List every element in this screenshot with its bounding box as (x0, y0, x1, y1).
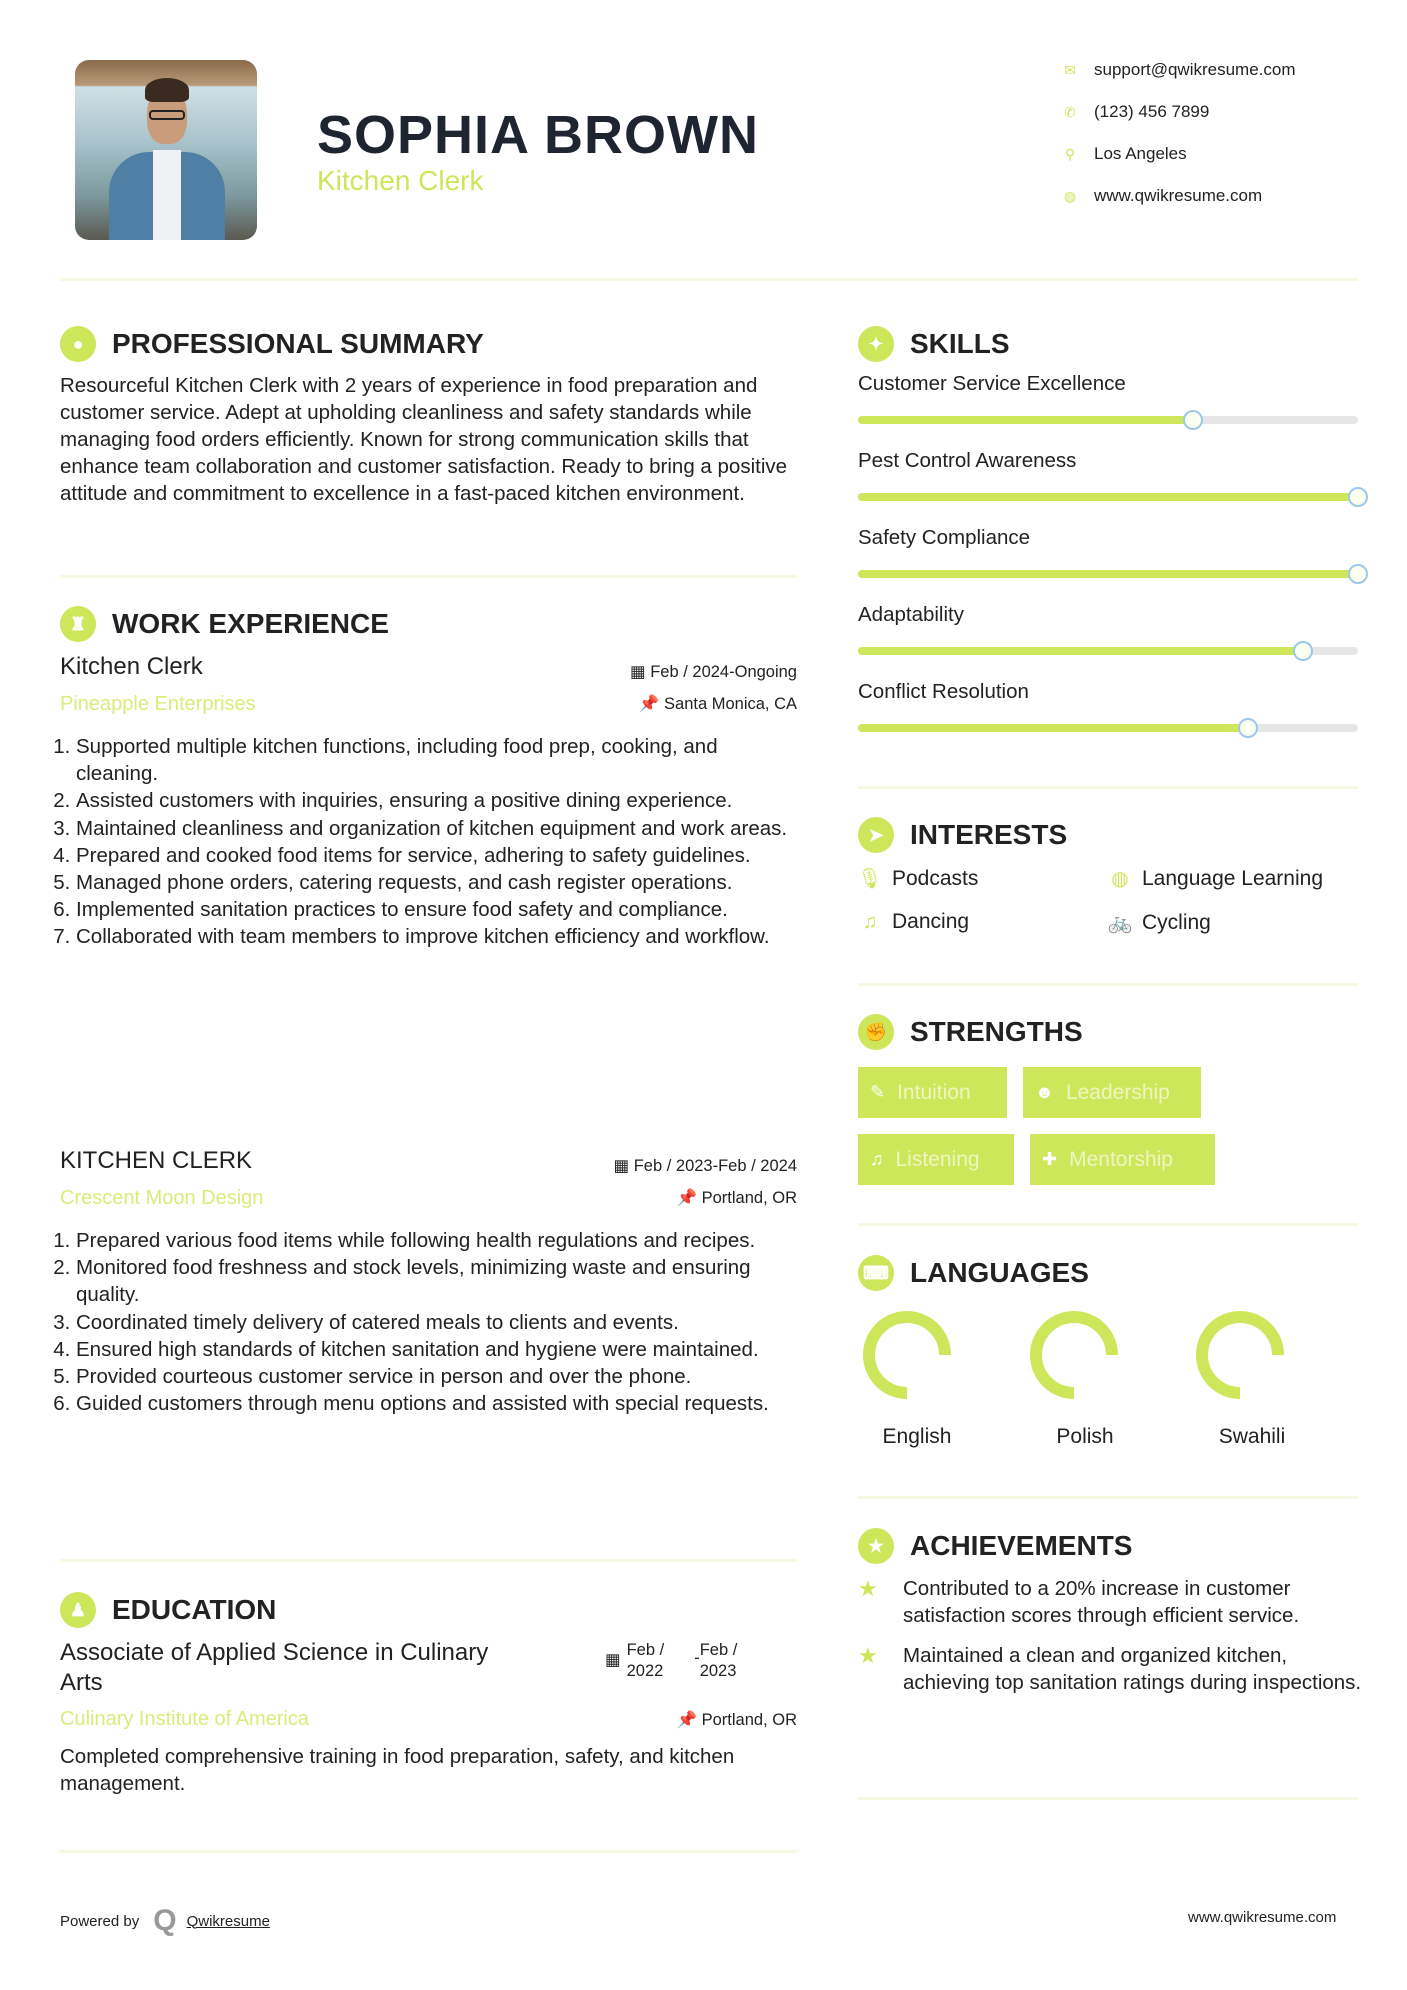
list-item: 1. Prepared various food items while following health regulations and recipes. (76, 1227, 803, 1254)
users-icon: ☻ (1035, 1082, 1054, 1102)
candidate-title: Kitchen Clerk (317, 165, 484, 196)
list-item: 2. Assisted customers with inquiries, ensuring a positive dining experience. (76, 787, 803, 814)
language-label: Swahili (1218, 1425, 1286, 1448)
job-location: 📌 Portland, OR (676, 1189, 797, 1207)
contact-website[interactable] (1060, 186, 1262, 206)
footer-url[interactable]: www.qwikresume.com (1188, 1909, 1337, 1926)
work-heading: ♜ WORK EXPERIENCE (60, 606, 389, 642)
list-item: 2. Monitored food freshness and stock levels, minimizing waste and ensuring quality. (76, 1254, 803, 1308)
contact-phone[interactable] (1060, 102, 1209, 122)
paper-plane-icon: ➤ (858, 817, 894, 853)
language-rings (860, 1300, 1360, 1415)
map-pin-icon: ⚲ (1064, 145, 1076, 162)
skills-heading: ✦ SKILLS (858, 326, 1010, 362)
user-plus-icon: ✚ (1042, 1149, 1058, 1169)
section-divider (858, 1496, 1358, 1499)
profile-photo (75, 60, 257, 240)
bicycle-icon: 🚲 (1107, 912, 1133, 934)
section-divider (858, 1223, 1358, 1226)
job-title: KITCHEN CLERK (60, 1147, 253, 1174)
skill-bar (858, 416, 1358, 424)
skill-bar (858, 647, 1358, 655)
envelope-icon: ✉ (1064, 61, 1076, 78)
interest-item: ♫ Dancing (856, 910, 969, 934)
job-date: ▦ Feb / 2023-Feb / 2024 (613, 1157, 797, 1175)
slider-knob[interactable] (1238, 718, 1258, 738)
list-item: 6. Implemented sanitation practices to ensure food safety and compliance. (76, 896, 803, 923)
list-item: 1. Supported multiple kitchen functions, including food prep, cooking, and cleaning. (76, 733, 803, 787)
list-item: 3. Maintained cleanliness and organization of kitchen equipment and work areas. (76, 815, 803, 842)
footer-powered-by: Powered by Q Qwikresume (60, 1904, 270, 1937)
job-location: 📌 Santa Monica, CA (638, 695, 797, 713)
language-icon: ⌨ (858, 1255, 894, 1291)
calendar-icon: ▦ (605, 1651, 621, 1669)
microphone-icon: 🎙 (857, 868, 883, 890)
education-location: 📌 Portland, OR (676, 1711, 797, 1729)
list-item: 5. Provided courteous customer service in person and over the phone. (76, 1363, 803, 1390)
fist-icon: ✊ (858, 1014, 894, 1050)
globe-icon: ◍ (1063, 187, 1077, 204)
strength-chip: ✚ Mentorship (1030, 1134, 1215, 1185)
section-divider (60, 1850, 797, 1853)
language-label: Polish (1056, 1425, 1114, 1448)
language-ring-swahili (1202, 1317, 1278, 1393)
skill-bar (858, 724, 1358, 732)
pushpin-icon: 📌 (676, 1189, 702, 1207)
achievement-item: ★ Contributed to a 20% increase in customer satisfaction scores through efficient service. (858, 1576, 1300, 1627)
interest-item: ◍ Language Learning (1106, 866, 1323, 891)
degree-title: Associate of Applied Science in Culinary Arts (60, 1639, 489, 1696)
pushpin-icon: 📌 (638, 695, 665, 713)
skill-item: Customer Service Excellence (858, 372, 1358, 449)
contact-website-text: www.qwikresume.com (1094, 186, 1263, 205)
magic-wand-icon: ✎ (870, 1082, 886, 1102)
calendar-icon: ▦ (613, 1157, 634, 1175)
slider-knob[interactable] (1293, 641, 1313, 661)
interest-item: 🎙 Podcasts (857, 866, 979, 890)
star-icon: ★ (858, 1528, 894, 1564)
skills-list (858, 372, 1358, 757)
job-title: Kitchen Clerk (60, 653, 203, 680)
language-ring-english (869, 1317, 945, 1393)
globe-icon: ◍ (1111, 868, 1129, 890)
education-date: ▦ Feb / 2022 - Feb / 2023 (605, 1641, 738, 1680)
qwikresume-link[interactable]: Qwikresume (186, 1912, 270, 1930)
contact-location-text: Los Angeles (1094, 144, 1187, 163)
user-icon: ● (60, 326, 96, 362)
summary-text: Resourceful Kitchen Clerk with 2 years of experience in food preparation and customer service. Adept at upholding cleanliness and safety standards while managing food orders efficiently. Known for strong communication skills that enhance team collaboration and customer satisfaction. Ready to bring a positive attitude and commitment to excellence in a fast-paced kitchen environment. (60, 374, 788, 505)
skill-item: Adaptability (858, 603, 1358, 680)
section-divider (858, 983, 1358, 986)
summary-heading: ● PROFESSIONAL SUMMARY (60, 326, 484, 362)
slider-knob[interactable] (1348, 564, 1368, 584)
graduate-icon: ♟ (60, 1592, 96, 1628)
list-item: 7. Collaborated with team members to improve kitchen efficiency and workflow. (76, 923, 803, 950)
skill-bar (858, 493, 1358, 501)
shooting-star-icon: ★ (858, 1576, 878, 1601)
section-divider (60, 1559, 797, 1562)
list-item: 3. Coordinated timely delivery of catered meals to clients and events. (76, 1309, 803, 1336)
shooting-star-icon: ★ (858, 1643, 878, 1668)
language-ring-polish (1036, 1317, 1112, 1393)
achievements-heading: ★ ACHIEVEMENTS (858, 1528, 1132, 1564)
section-divider (858, 1797, 1358, 1800)
job-duties (58, 1227, 803, 1417)
headphones-icon: ♫ (870, 1149, 884, 1169)
skill-bar (858, 570, 1358, 578)
music-note-icon: ♫ (862, 910, 878, 933)
qwikresume-logo-icon: Q (153, 1904, 177, 1937)
language-label: English (882, 1425, 952, 1448)
header-divider (60, 278, 1358, 281)
job-company: Crescent Moon Design (60, 1187, 264, 1209)
calendar-icon: ▦ (630, 663, 651, 681)
strengths-heading: ✊ STRENGTHS (858, 1014, 1083, 1050)
education-description: Completed comprehensive training in food preparation, safety, and kitchen management. (60, 1745, 735, 1795)
job-date: ▦ Feb / 2024-Ongoing (630, 663, 797, 681)
languages-heading: ⌨ LANGUAGES (858, 1255, 1089, 1291)
contact-phone-text: (123) 456 7899 (1094, 102, 1210, 121)
contact-email[interactable] (1060, 60, 1296, 80)
list-item: 4. Ensured high standards of kitchen sanitation and hygiene were maintained. (76, 1336, 803, 1363)
list-item: 4. Prepared and cooked food items for service, adhering to safety guidelines. (76, 842, 803, 869)
slider-knob[interactable] (1348, 487, 1368, 507)
strength-chip: ♫ Listening (858, 1134, 1014, 1185)
education-heading: ♟ EDUCATION (60, 1592, 276, 1628)
skill-item: Pest Control Awareness (858, 449, 1358, 526)
skill-item: Conflict Resolution (858, 680, 1358, 757)
section-divider (858, 786, 1358, 789)
chair-icon: ♜ (60, 606, 96, 642)
section-divider (60, 575, 797, 578)
slider-knob[interactable] (1183, 410, 1203, 430)
strength-chip: ✎ Intuition (858, 1067, 1007, 1118)
interests-heading: ➤ INTERESTS (858, 817, 1067, 853)
contact-email-text: support@qwikresume.com (1094, 60, 1296, 79)
job-company: Pineapple Enterprises (60, 693, 256, 715)
achievement-item: ★ Maintained a clean and organized kitchen, achieving top sanitation ratings during inspections. (858, 1643, 1362, 1694)
school-name: Culinary Institute of America (60, 1708, 309, 1730)
strength-chip: ☻ Leadership (1023, 1067, 1201, 1118)
list-item: 6. Guided customers through menu options and assisted with special requests. (76, 1390, 803, 1417)
skill-item: Safety Compliance (858, 526, 1358, 603)
contact-location (1060, 144, 1187, 164)
job-duties (58, 733, 803, 951)
candidate-name: SOPHIA BROWN (317, 105, 759, 165)
pushpin-icon: 📌 (676, 1711, 702, 1729)
achievements-list (858, 1575, 1368, 1696)
interest-item: 🚲 Cycling (1107, 910, 1211, 934)
list-item: 5. Managed phone orders, catering requests, and cash register operations. (76, 869, 803, 896)
lightbulb-icon: ✦ (858, 326, 894, 362)
phone-icon: ✆ (1064, 103, 1076, 120)
